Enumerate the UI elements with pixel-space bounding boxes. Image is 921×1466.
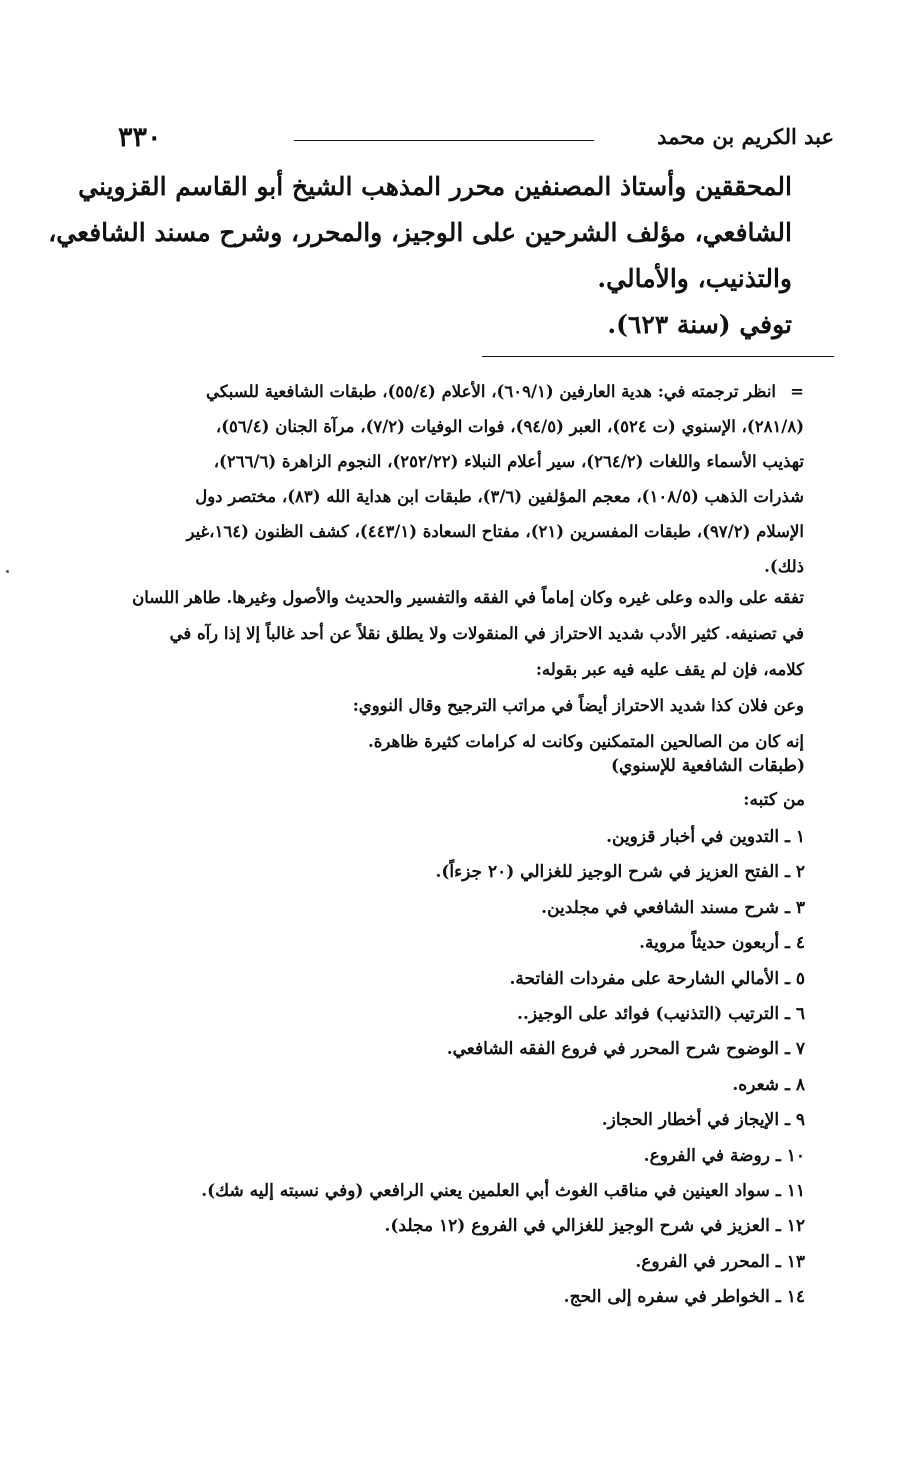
footnote-line: (٢٨١/٨)، الإسنوي (ت ٥٢٤)، العبر (٩٤/٥)، فوات الوفيات (٧/٢)، مرآة الجنان (٥٦/٤)، bbox=[215, 417, 804, 436]
running-head: عبد الكريم بن محمد bbox=[657, 124, 834, 149]
footnote-text: انظر ترجمته في: هدية العارفين (٦٠٩/١)، الأعلام (٥٥/٤)، طبقات الشافعية للسبكي bbox=[205, 382, 776, 401]
biography-line: كلامه، فإن لم يقف عليه فيه عبر بقوله: bbox=[535, 660, 804, 679]
footnote-marker: = bbox=[790, 382, 804, 401]
works-list-item: ١٤ ـ الخواطر في سفره إلى الحج. bbox=[563, 1287, 805, 1308]
main-text-line: والتذنيب، والأمالي. bbox=[597, 264, 792, 293]
biography-line: وعن فلان كذا شديد الاحتراز أيضاً في مراتب الترجيح وقال النووي: bbox=[352, 696, 804, 715]
works-list-item: ٥ ـ الأمالي الشارحة على مفردات الفاتحة. bbox=[509, 968, 805, 989]
footnote-separator bbox=[482, 356, 834, 357]
footnote-line bbox=[112, 374, 804, 409]
biography-line: إنه كان من الصالحين المتمكنين وكانت له كرامات كثيرة ظاهرة. bbox=[368, 732, 804, 751]
works-list-item: ٦ ـ الترتيب (التذنيب) فوائد على الوجيز.. bbox=[517, 1003, 805, 1024]
works-list-item: ٨ ـ شعره. bbox=[732, 1074, 805, 1095]
works-list-item: ١١ ـ سواد العينين في مناقب الغوث أبي العلمين يعني الرافعي (وفي نسبته إليه شك). bbox=[201, 1180, 805, 1201]
main-text-line: المحققين وأستاذ المصنفين محرر المذهب الشيخ أبو القاسم القزويني bbox=[78, 172, 792, 201]
margin-speck bbox=[6, 570, 9, 573]
works-list-item: ١٢ ـ العزيز في شرح الوجيز للغزالي في الفروع (١٢ مجلد). bbox=[384, 1216, 805, 1237]
page-number: ٣٣٠ bbox=[118, 122, 162, 153]
footnote-block bbox=[112, 374, 804, 584]
footnote-line: ذلك). bbox=[764, 557, 804, 576]
works-list-item: ١٣ ـ المحرر في الفروع. bbox=[635, 1251, 805, 1272]
works-list bbox=[185, 820, 805, 1315]
biography-line: تفقه على والده وعلى غيره وكان إماماً في الفقه والتفسير والحديث والأصول وغيرها. طاهر اللسان bbox=[132, 588, 804, 607]
works-list-item: ٢ ـ الفتح العزيز في شرح الوجيز للغزالي (٢٠ جزءاً). bbox=[435, 862, 805, 883]
footnote-line: تهذيب الأسماء واللغات (٢٦٤/٢)، سير أعلام النبلاء (٢٥٢/٢٢)، النجوم الزاهرة (٢٦٦/٦)، bbox=[213, 452, 804, 471]
footnote-line: شذرات الذهب (١٠٨/٥)، معجم المؤلفين (٣/٦)، طبقات ابن هداية الله (٨٣)، مختصر دول bbox=[195, 487, 804, 506]
main-text-line: الشافعي، مؤلف الشرحين على الوجيز، والمحرر، وشرح مسند الشافعي، bbox=[48, 218, 792, 247]
works-list-item: ١٠ ـ روضة في الفروع. bbox=[643, 1145, 805, 1166]
works-list-item: ٣ ـ شرح مسند الشافعي في مجلدين. bbox=[541, 897, 805, 918]
works-list-item: ٧ ـ الوضوح شرح المحرر في فروع الفقه الشافعي. bbox=[446, 1039, 805, 1060]
biography-line: في تصنيفه. كثير الأدب شديد الاحتراز في المنقولات ولا يطلق نقلاً عن أحد غالباً إلا إذا رآه في bbox=[169, 624, 804, 643]
header-rule bbox=[294, 140, 594, 141]
works-list-item: ٩ ـ الإيجاز في أخطار الحجاز. bbox=[601, 1110, 805, 1131]
main-text-line: توفي (سنة ٦٢٣). bbox=[607, 310, 792, 339]
page-header bbox=[118, 122, 834, 158]
works-list-item: ١ ـ التدوين في أخبار قزوين. bbox=[606, 827, 805, 847]
source-citation: (طبقات الشافعية للإسنوي) bbox=[611, 756, 805, 776]
biography-block bbox=[112, 580, 804, 760]
footnote-line: الإسلام (٩٧/٢)، طبقات المفسرين (٢١)، مفتاح السعادة (٤٤٣/١)، كشف الظنون (١٦٤،غير bbox=[186, 522, 804, 541]
works-heading: من كتبه: bbox=[743, 790, 805, 810]
works-list-item: ٤ ـ أربعون حديثاً مروية. bbox=[639, 933, 805, 954]
main-text bbox=[48, 164, 792, 348]
